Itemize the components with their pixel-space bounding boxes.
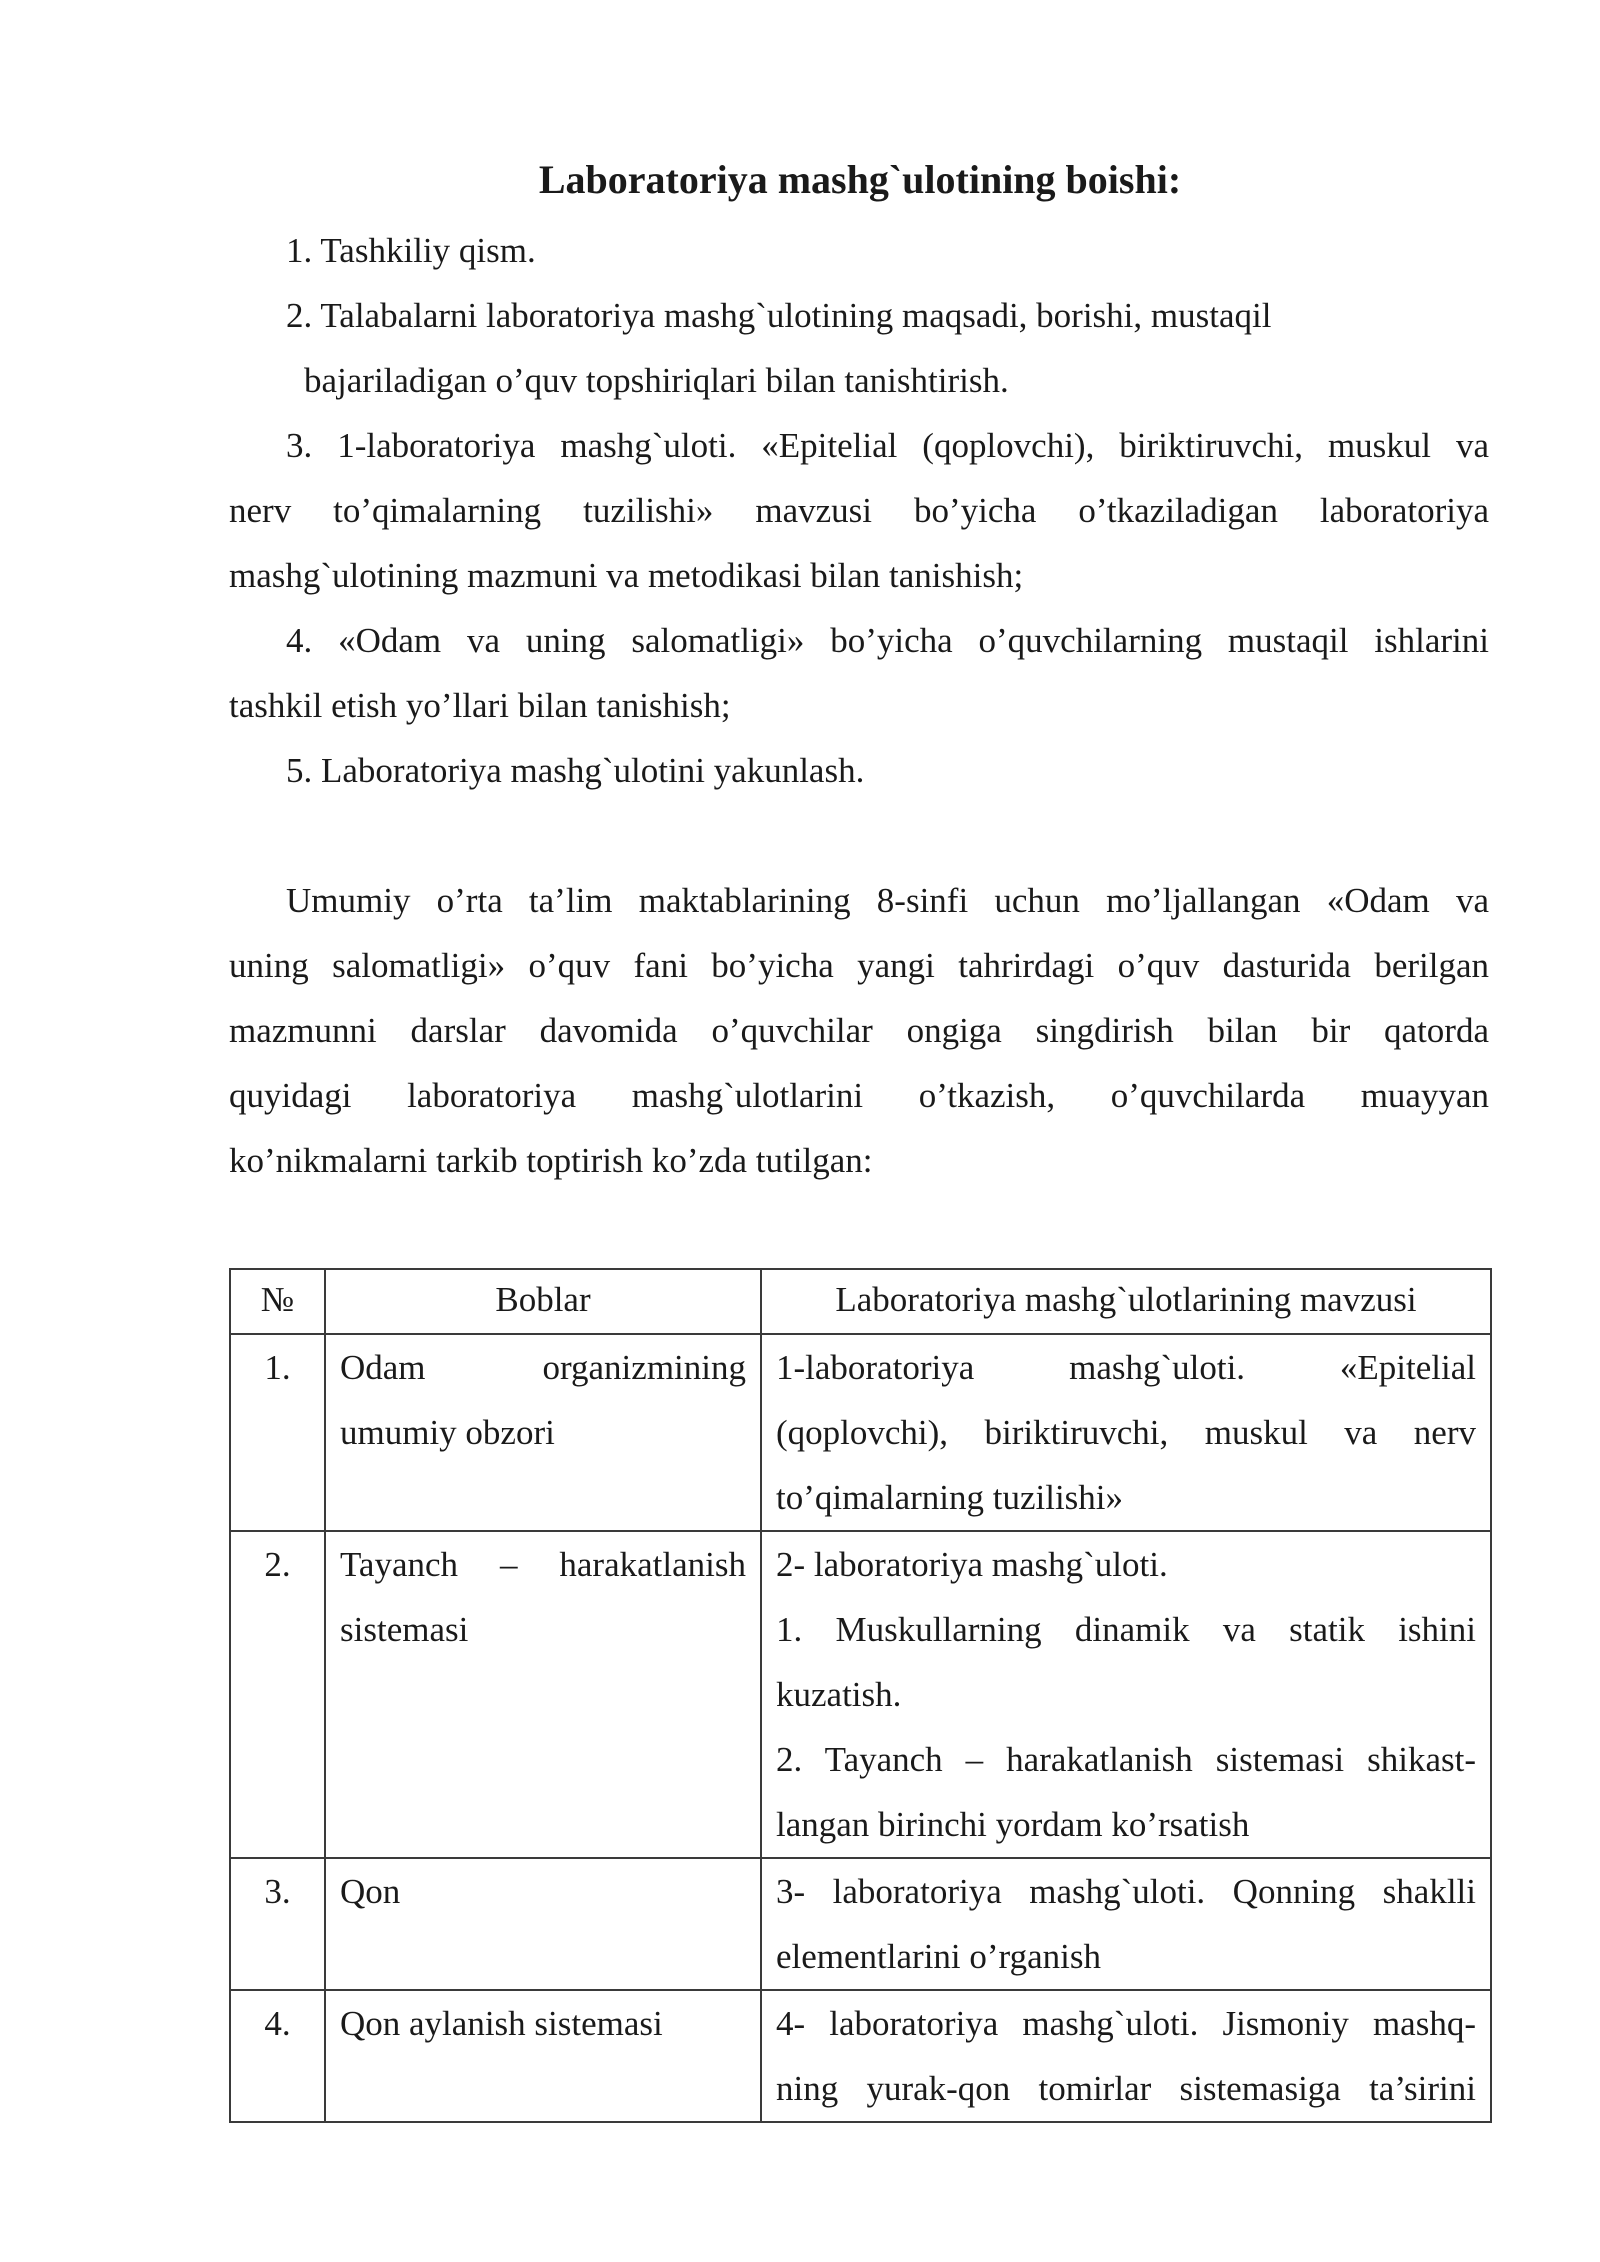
topic-line: 1. Muskullarning dinamik va statik ishini [776,1610,1476,1649]
topic-line: 3- laboratoriya mashg`uloti. Qonning shaklli [776,1872,1476,1911]
topic-line: ning yurak-qon tomirlar sistemasiga ta’sirini [776,2069,1476,2108]
table-row [230,1858,1491,1990]
table-row [230,1531,1491,1858]
topic-line: 2. Tayanch – harakatlanish sistemasi shikast- [776,1740,1476,1779]
chapter-cell [325,1858,761,1990]
row-number: 4. [230,1990,325,2122]
list-item-4-line-2: tashkil etish yo’llari bilan tanishish; [229,686,731,725]
paragraph-line-5: ko’nikmalarni tarkib toptirish ko’zda tutilgan: [229,1141,873,1180]
topic-line: elementlarini o’rganish [776,1937,1101,1976]
chapter-cell [325,1990,761,2122]
paragraph-line-1: Umumiy o’rta ta’lim maktablarining 8-sinfi uchun mo’ljallangan «Odam va [286,881,1489,920]
list-item-3-line-2: nerv to’qimalarning tuzilishi» mavzusi bo’yicha o’tkaziladigan laboratoriya [229,491,1489,530]
list-item-2-line-2: bajariladigan o’quv topshiriqlari bilan tanishtirish. [304,361,1009,400]
header-chapters: Boblar [325,1269,761,1334]
row-number: 1. [230,1334,325,1531]
topic-line: to’qimalarning tuzilishi» [776,1478,1124,1517]
lab-sessions-table [229,1268,1492,2123]
header-number: № [230,1269,325,1334]
topic-line: 4- laboratoriya mashg`uloti. Jismoniy mashq- [776,2004,1476,2043]
topic-cell [761,1531,1491,1858]
chapter-line: Tayanch – harakatlanish [340,1545,746,1584]
table-row [230,1334,1491,1531]
paragraph-line-3: mazmunni darslar davomida o’quvchilar ongiga singdirish bilan bir qatorda [229,1011,1489,1050]
topic-cell [761,1334,1491,1531]
chapter-line: Odam organizmining [340,1348,746,1387]
chapter-line: umumiy obzori [340,1413,555,1452]
chapter-line: Qon [340,1872,401,1911]
row-number: 3. [230,1858,325,1990]
topic-line: kuzatish. [776,1675,902,1714]
table-header-row [230,1269,1491,1334]
chapter-cell [325,1531,761,1858]
chapter-cell [325,1334,761,1531]
header-lab-topics: Laboratoriya mashg`ulotlarining mavzusi [761,1269,1491,1334]
page-title: Laboratoriya mashg`ulotining boishi: [538,157,1182,202]
paragraph-line-2: uning salomatligi» o’quv fani bo’yicha yangi tahrirdagi o’quv dasturida berilgan [229,946,1489,985]
table-row [230,1990,1491,2122]
paragraph-line-4: quyidagi laboratoriya mashg`ulotlarini o’tkazish, o’quvchilarda muayyan [229,1076,1489,1115]
list-item-4-line-1: 4. «Odam va uning salomatligi» bo’yicha o’quvchilarning mustaqil ishlarini [286,621,1489,660]
list-item-1: 1. Tashkiliy qism. [286,231,536,270]
topic-line: 2- laboratoriya mashg`uloti. [776,1545,1168,1584]
list-item-5: 5. Laboratoriya mashg`ulotini yakunlash. [286,751,865,790]
row-number: 2. [230,1531,325,1858]
list-item-3-line-1: 3. 1-laboratoriya mashg`uloti. «Epitelial (qoplovchi), biriktiruvchi, muskul va [286,426,1489,465]
topic-cell [761,1990,1491,2122]
chapter-line: sistemasi [340,1610,469,1649]
list-item-3-line-3: mashg`ulotining mazmuni va metodikasi bilan tanishish; [229,556,1024,595]
topic-cell [761,1858,1491,1990]
chapter-line: Qon aylanish sistemasi [340,2004,663,2043]
topic-line: 1-laboratoriya mashg`uloti. «Epitelial [776,1348,1476,1387]
topic-line: (qoplovchi), biriktiruvchi, muskul va nerv [776,1413,1476,1452]
list-item-2-line-1: 2. Talabalarni laboratoriya mashg`ulotining maqsadi, borishi, mustaqil [286,296,1272,335]
topic-line: langan birinchi yordam ko’rsatish [776,1805,1250,1844]
